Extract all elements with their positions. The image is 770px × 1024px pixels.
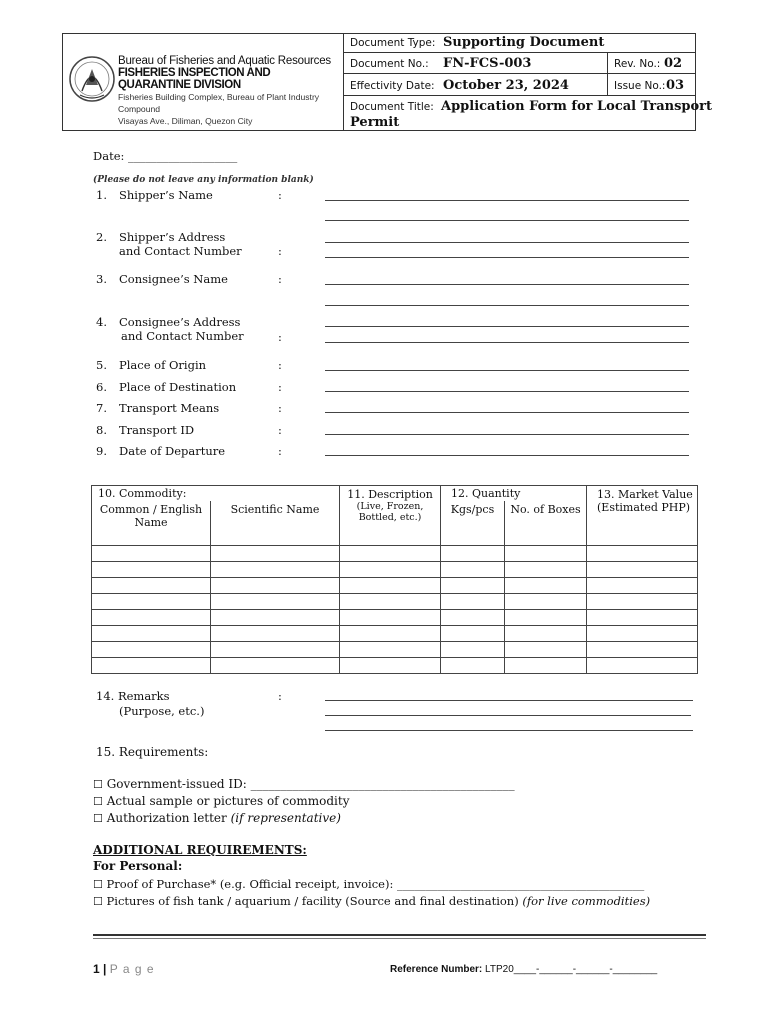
additional-note: (for live commodities) [522,894,651,908]
table-cell[interactable] [340,545,441,561]
commodity-header: 10. Commodity: [92,486,340,502]
table-cell[interactable] [587,561,698,577]
field-label: Shipper’s Name [119,188,213,202]
table-cell[interactable] [340,593,441,609]
table-cell[interactable] [92,625,211,641]
table-cell[interactable] [587,593,698,609]
table-cell[interactable] [441,577,505,593]
requirement-item [93,793,515,810]
field-colon: : [278,330,282,344]
table-cell[interactable] [211,561,340,577]
reference-number [390,964,657,975]
field-number: 8. [96,423,107,437]
table-cell[interactable] [441,657,505,673]
doc-title-label: Document Title: [350,101,434,113]
table-cell[interactable] [211,609,340,625]
table-cell[interactable] [505,657,587,673]
description-header-title: 11. Description [347,488,433,501]
checkbox-icon[interactable]: ☐ [93,895,103,908]
checkbox-icon[interactable]: ☐ [93,778,103,791]
remarks-line[interactable] [325,715,691,716]
rev-label: Rev. No.: [614,58,661,70]
checkbox-icon[interactable]: ☐ [93,795,103,808]
requirement-text: Actual sample or pictures of commodity [106,794,350,808]
agency-name [118,55,343,127]
kgs-pcs-header: Kgs/pcs [441,501,505,545]
doc-title-value-cont: Permit [350,115,400,130]
doc-type-label: Document Type: [350,37,436,49]
requirement-item [93,810,515,827]
market-value-header: 13. Market Value (Estimated PHP) [587,486,698,546]
table-cell[interactable] [441,625,505,641]
checkbox-icon[interactable]: ☐ [93,812,103,825]
field-label: Transport ID [119,423,195,437]
origin-line[interactable] [325,370,689,371]
table-cell[interactable] [92,609,211,625]
checkbox-icon[interactable]: ☐ [93,878,103,891]
table-cell[interactable] [340,577,441,593]
field-label: Shipper’s Address [119,230,226,244]
remarks-label: 14. Remarks [96,689,170,703]
table-cell[interactable] [505,545,587,561]
table-cell[interactable] [92,561,211,577]
table-cell[interactable] [505,625,587,641]
table-row [92,641,698,657]
table-cell[interactable] [587,577,698,593]
bfar-seal-logo [68,45,116,117]
header-divider [607,52,608,95]
departure-date-line[interactable] [325,455,689,456]
doc-no-label: Document No.: [350,58,429,70]
page-word: P a g e [109,962,155,976]
additional-requirements-title: ADDITIONAL REQUIREMENTS: [93,843,307,857]
table-cell[interactable] [211,657,340,673]
additional-text: Pictures of fish tank / aquarium / facility (Source and final destination) [106,894,519,908]
effectivity-label: Effectivity Date: [350,80,435,92]
header-divider [344,95,696,96]
field-label: Date of Departure [119,444,226,458]
requirements-list [93,776,515,827]
for-personal-label: For Personal: [93,859,183,873]
additional-list [93,876,650,910]
field-label: Consignee’s Address [119,315,241,329]
table-cell[interactable] [441,561,505,577]
footer-rule [93,934,706,939]
field-number: 4. [96,315,107,329]
doc-type-value: Supporting Document [443,35,605,50]
field-number: 1. [96,188,107,202]
agency-line-2: FISHERIES INSPECTION AND QUARANTINE DIVISION [118,67,271,91]
form-note: (Please do not leave any information blank) [93,175,314,185]
field-number: 3. [96,272,107,286]
table-cell[interactable] [441,545,505,561]
date-field[interactable]: Date: ___________________ [93,149,238,163]
consignee-name-line[interactable] [325,284,689,285]
table-cell[interactable] [505,593,587,609]
remarks-line[interactable] [325,730,693,731]
table-cell[interactable] [340,641,441,657]
destination-line[interactable] [325,391,689,392]
field-colon: : [278,358,282,372]
table-cell[interactable] [505,561,587,577]
doc-no-value: FN-FCS-003 [443,56,532,71]
table-cell[interactable] [441,593,505,609]
table-cell[interactable] [211,625,340,641]
issue-label: Issue No.: [614,80,666,92]
table-cell[interactable] [211,641,340,657]
scientific-name-header: Scientific Name [211,501,340,545]
table-cell[interactable] [211,545,340,561]
boxes-header: No. of Boxes [505,501,587,545]
remarks-line[interactable] [325,700,693,701]
table-cell[interactable] [441,609,505,625]
additional-item [93,893,650,910]
requirement-note: (if representative) [230,811,341,825]
table-cell[interactable] [211,577,340,593]
consignee-name-line[interactable] [325,305,689,306]
agency-line-3: Fisheries Building Complex, Bureau of Plant Industry Compound [118,92,320,114]
agency-block [62,33,344,131]
page-number: 1 | [93,962,107,976]
table-cell[interactable] [92,545,211,561]
page-footer [93,962,155,976]
common-name-header: Common / English Name [92,501,211,545]
reference-value[interactable]: LTP20____-______-______-________ [485,964,658,975]
table-cell[interactable] [505,577,587,593]
table-row [92,657,698,673]
shipper-name-line[interactable] [325,220,689,221]
remarks-sublabel: (Purpose, etc.) [119,704,205,718]
additional-item [93,876,650,893]
field-label-cont: and Contact Number [119,244,242,258]
reference-label: Reference Number: [390,964,483,975]
table-cell[interactable] [92,641,211,657]
table-cell[interactable] [505,641,587,657]
field-colon: : [278,380,282,394]
requirement-text: Government-issued ID: ____________________________________________ [106,777,515,791]
shipper-name-line[interactable] [325,200,689,201]
issue-value: 03 [666,78,685,93]
table-cell[interactable] [441,641,505,657]
table-row [92,577,698,593]
consignee-address-line[interactable] [325,326,689,327]
description-header-sub: (Live, Frozen, Bottled, etc.) [356,501,424,523]
agency-line-4: Visayas Ave., Diliman, Quezon City [118,116,253,126]
table-cell[interactable] [505,609,587,625]
table-row [92,625,698,641]
description-header [340,486,441,546]
field-label: Transport Means [119,401,220,415]
field-number: 9. [96,444,107,458]
shipper-address-line[interactable] [325,242,689,243]
header-divider [344,52,696,53]
table-cell[interactable] [587,657,698,673]
table-cell[interactable] [92,593,211,609]
requirement-item [93,776,515,793]
table-row [92,545,698,561]
table-cell[interactable] [340,609,441,625]
transport-means-line[interactable] [325,412,689,413]
field-colon: : [278,272,282,286]
field-colon: : [278,244,282,258]
transport-id-line[interactable] [325,434,689,435]
table-row [92,609,698,625]
doc-title-value: Application Form for Local Transport [441,99,713,114]
header-divider [344,73,696,74]
field-number: 2. [96,230,107,244]
table-cell[interactable] [92,577,211,593]
field-number: 5. [96,358,107,372]
field-label: Place of Destination [119,380,237,394]
requirements-title: 15. Requirements: [96,745,209,759]
field-colon: : [278,423,282,437]
quantity-header: 12. Quantity [441,486,587,502]
requirement-text: Authorization letter [106,811,227,825]
table-cell[interactable] [340,561,441,577]
field-number: 7. [96,401,107,415]
table-header-row [92,486,698,502]
field-colon: : [278,689,282,703]
table-cell[interactable] [587,641,698,657]
agency-line-1: Bureau of Fisheries and Aquatic Resources [118,55,331,67]
table-cell[interactable] [587,545,698,561]
table-cell[interactable] [92,657,211,673]
field-label: Place of Origin [119,358,207,372]
table-cell[interactable] [587,625,698,641]
table-row [92,561,698,577]
field-label-cont: and Contact Number [121,329,244,343]
table-row [92,593,698,609]
field-number: 6. [96,380,107,394]
field-colon: : [278,444,282,458]
rev-value: 02 [664,56,683,71]
shipper-address-line[interactable] [325,257,689,258]
effectivity-value: October 23, 2024 [443,78,569,93]
table-cell[interactable] [340,625,441,641]
consignee-address-line[interactable] [325,342,689,343]
table-cell[interactable] [340,657,441,673]
table-cell[interactable] [211,593,340,609]
field-colon: : [278,401,282,415]
field-colon: : [278,188,282,202]
table-cell[interactable] [587,609,698,625]
additional-text: Proof of Purchase* (e.g. Official receipt, invoice): ___________________________________________ [106,877,645,891]
field-label: Consignee’s Name [119,272,228,286]
commodity-table [91,485,698,674]
